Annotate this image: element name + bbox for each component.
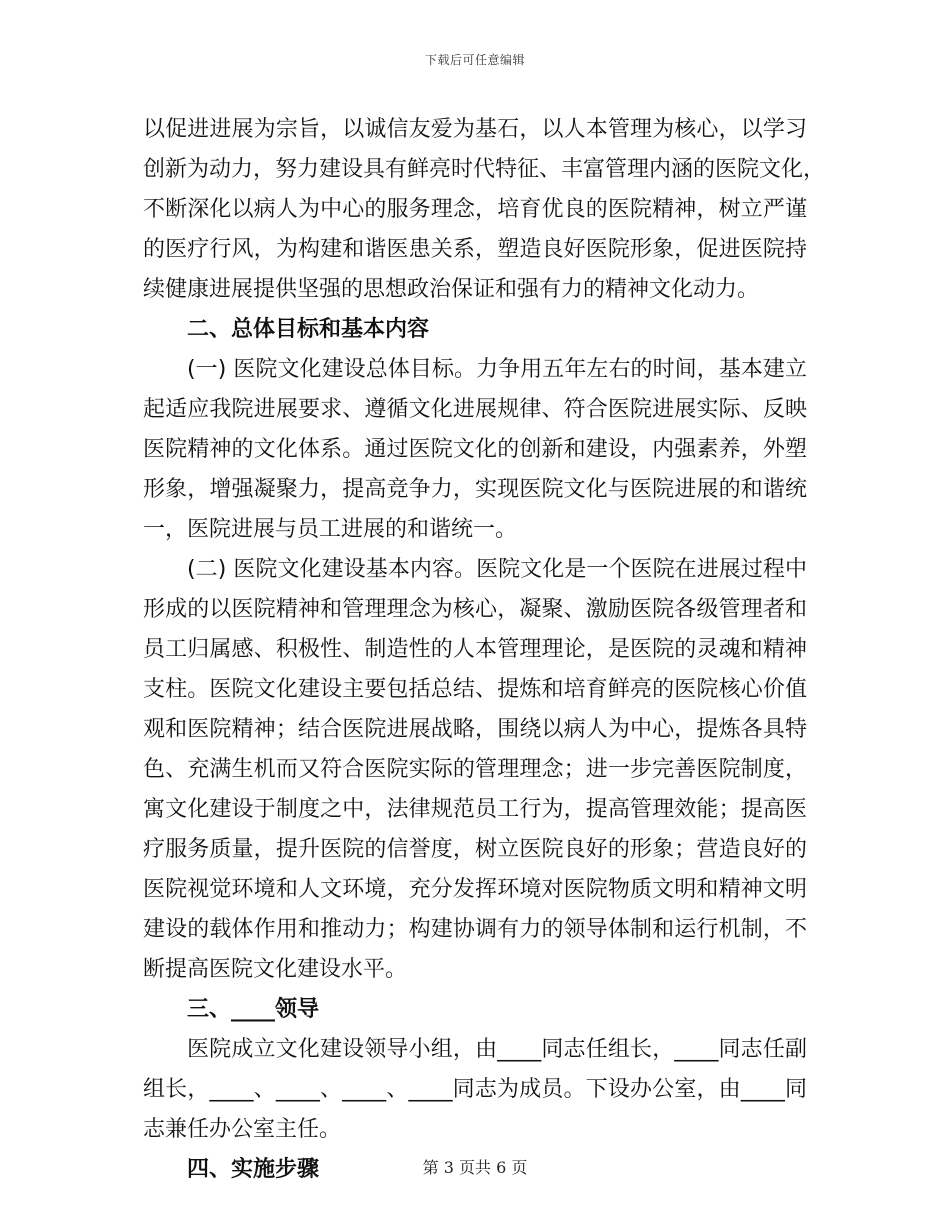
section-heading-goals: 二、总体目标和基本内容 [187, 317, 430, 342]
section-heading-steps: 四、实施步骤 [187, 1157, 320, 1182]
text-line: 建设的载体作用和推动力；构建协调有力的领导体制和运行机制，不 [143, 917, 807, 942]
text-line: 观和医院精神；结合医院进展战略，围绕以病人为中心，提炼各具特 [143, 717, 807, 742]
text-line: 医院视觉环境和人文环境，充分发挥环境对医院物质文明和精神文明 [143, 877, 807, 902]
paragraph-purpose [143, 110, 826, 310]
text-line: 医院成立文化建设领导小组，由____同志任组长，____同志任副 [187, 1037, 807, 1062]
text-line: 以促进进展为宗旨，以诚信友爱为基石，以人本管理为核心，以学习 [143, 117, 807, 142]
text-line: 一，医院进展与员工进展的和谐统一。 [143, 517, 518, 542]
text-line: 疗服务质量，提升医院的信誉度，树立医院良好的形象；营造良好的 [143, 837, 807, 862]
text-line: 支柱。医院文化建设主要包括总结、提炼和培育鲜亮的医院核心价值 [143, 677, 807, 702]
text-line: 色、充满生机而又符合医院实际的管理理念；进一步完善医院制度， [143, 757, 807, 782]
text-line: 组长，____、____、____、____同志为成员。下设办公室，由____同 [143, 1077, 807, 1102]
page-header: 下载后可任意编辑 [424, 53, 525, 67]
text-line: 形成的以医院精神和管理理念为核心，凝聚、激励医院各级管理者和 [143, 597, 807, 622]
text-line: 的医疗行风，为构建和谐医患关系，塑造良好医院形象，促进医院持 [143, 237, 807, 262]
text-line: 形象，增强凝聚力，提高竞争力，实现医院文化与医院进展的和谐统 [143, 477, 807, 502]
text-line: 不断深化以病人为中心的服务理念，培育优良的医院精神，树立严谨 [143, 197, 807, 222]
text-line: 创新为动力，努力建设具有鲜亮时代特征、丰富管理内涵的医院文化， [143, 157, 826, 182]
paragraph-basic-content [143, 550, 807, 990]
text-line: 寓文化建设于制度之中，法律规范员工行为，提高管理效能；提高医 [143, 797, 807, 822]
text-line: 员工归属感、积极性、制造性的人本管理理论，是医院的灵魂和精神 [143, 637, 807, 662]
section-heading-leadership: 三、____领导 [187, 997, 320, 1022]
document-body [143, 110, 826, 1190]
text-line: 断提高医院文化建设水平。 [143, 957, 408, 982]
paragraph-overall-goal [143, 350, 807, 550]
text-line: (一) 医院文化建设总体目标。力争用五年左右的时间，基本建立 [187, 357, 807, 382]
text-line: (二) 医院文化建设基本内容。医院文化是一个医院在进展过程中 [187, 557, 807, 582]
page-footer: 第 3 页共 6 页 [422, 1158, 528, 1177]
paragraph-leadership [143, 1030, 807, 1150]
text-line: 续健康进展提供坚强的思想政治保证和强有力的精神文化动力。 [143, 277, 760, 302]
text-line: 医院精神的文化体系。通过医院文化的创新和建设，内强素养，外塑 [143, 437, 807, 462]
text-line: 志兼任办公室主任。 [143, 1117, 342, 1142]
text-line: 起适应我院进展要求、遵循文化进展规律、符合医院进展实际、反映 [143, 397, 807, 422]
